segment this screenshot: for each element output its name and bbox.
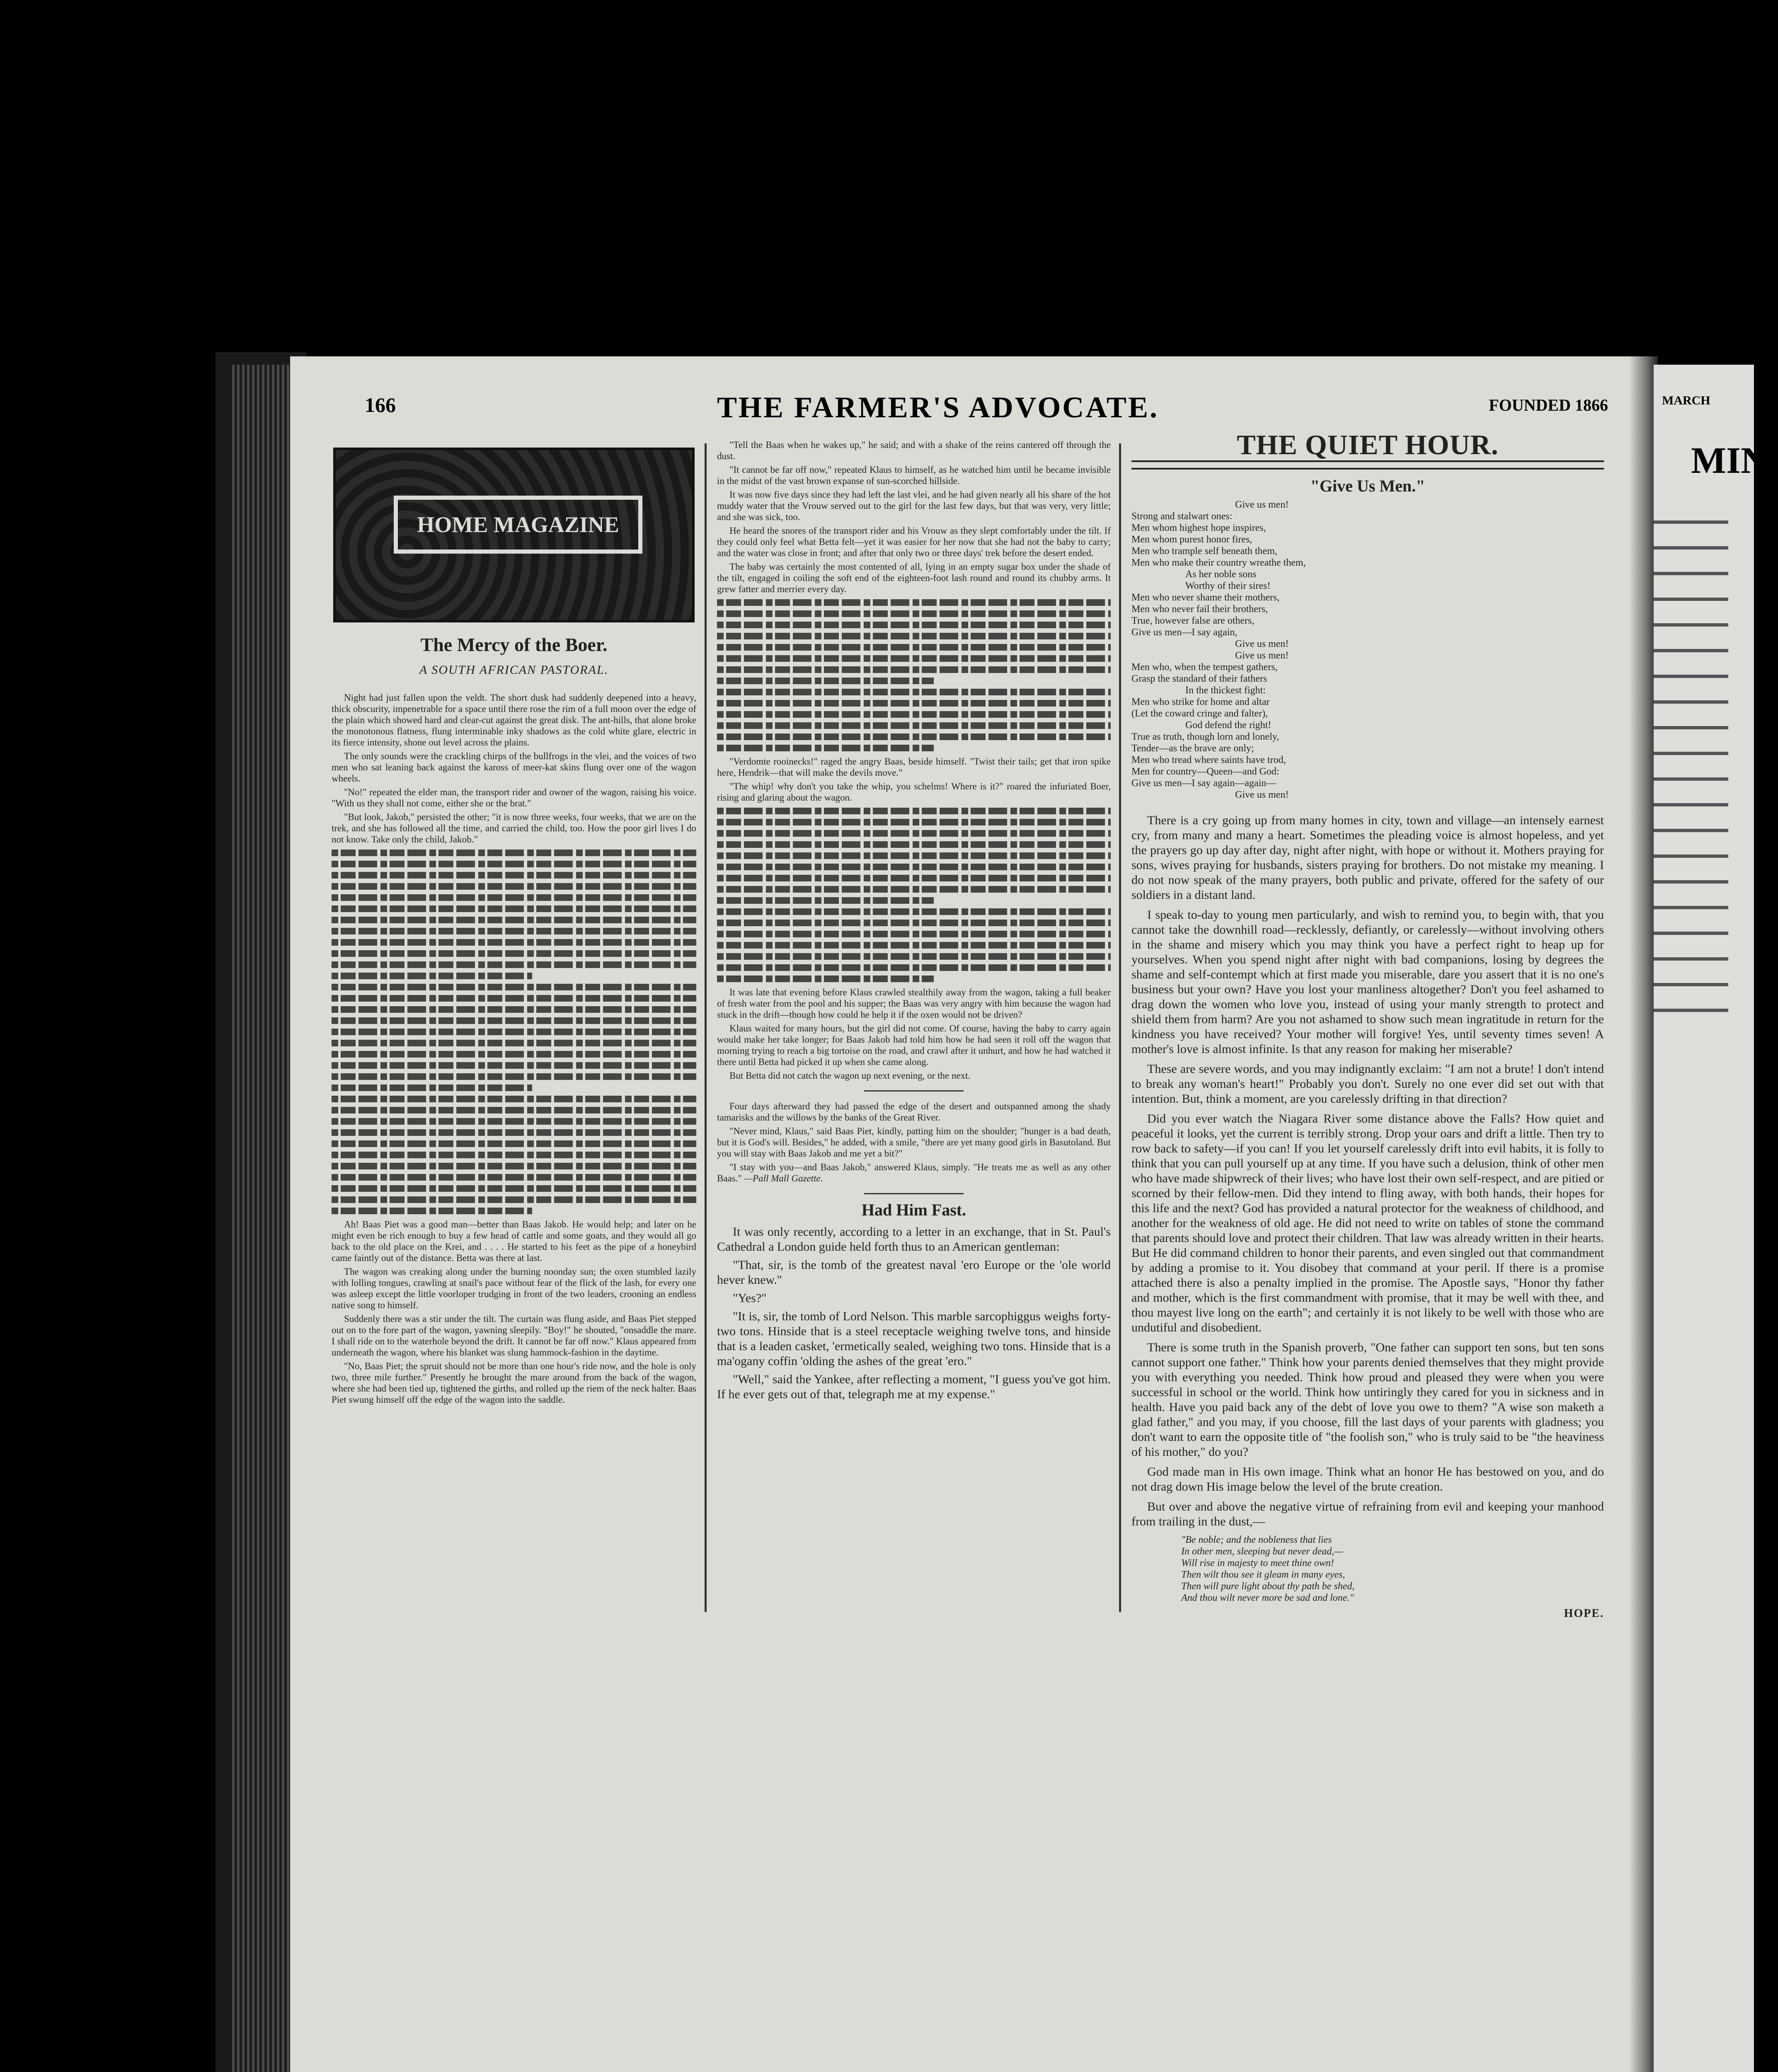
poem-line: Men whom purest honor fires, <box>1131 534 1252 545</box>
poem-line: Men who strike for home and altar <box>1131 697 1270 707</box>
quote-text: "I stay with you—and Baas Jakob," answered Klaus, simply. "He treats me as well as any other Baas." <box>717 1162 1111 1184</box>
paragraph: God made man in His own image. Think what an honor He has bestowed on you, and do not drag down His image below the level of the brute creation. <box>1131 1465 1604 1493</box>
poem-line: Give us men—I say again—again— <box>1131 778 1277 789</box>
poem-line: Give us men! <box>1235 650 1289 661</box>
title-rule <box>1131 460 1604 470</box>
column-rule <box>1119 443 1121 1612</box>
paragraph: He heard the snores of the transport rider and his Vrouw as they slept comfortably under the tilt. If they could only feel what Betta felt—yet it was easier for her now that she had not the baby to carry; and the water was close in front; and after that only two or three days' trek before the desert ended. <box>717 525 1111 558</box>
quiet-hour-title: THE QUIET HOUR. <box>1237 429 1499 460</box>
paragraph: "Tell the Baas when he wakes up," he said; and with a shake of the reins cantered off through the dust. <box>717 440 1111 461</box>
poem-line: Men who make their country wreathe them, <box>1131 557 1306 568</box>
verse-line: And thou wilt never more be sad and lone." <box>1181 1593 1354 1603</box>
paragraph: It was late that evening before Klaus crawled stealthily away from the wagon, taking a full beaker of fresh water from the pool and his supper; the Baas was very angry with him because the wagon had stuck in the drift—though how could he help it if the oxen would not be driven? <box>717 987 1111 1020</box>
verse-line: Will rise in majesty to meet thine own! <box>1181 1558 1334 1569</box>
story-subtitle: A SOUTH AFRICAN PASTORAL. <box>419 663 609 677</box>
poem-line: Give us men! <box>1235 499 1289 510</box>
page-number: 166 <box>365 393 396 416</box>
poem-line: Give us men! <box>1235 789 1289 800</box>
paragraph: It was now five days since they had left the last vlei, and he had given nearly all his share of the hot muddy water that the Vrouw served out to the girl for the last few days, but that was very, very little; and she was sick, too. <box>717 489 1111 522</box>
paragraph: But Betta did not catch the wagon up next evening, or the next. <box>729 1070 971 1081</box>
paragraph: "Well," said the Yankee, after reflecting a moment, "I guess you've got him. If he ever gets out of that, telegraph me at my expense." <box>717 1372 1111 1401</box>
source-credit: —Pall Mall Gazette. <box>744 1173 823 1184</box>
paragraph: It was only recently, according to a letter in an exchange, that in St. Paul's Cathedral a London guide held forth thus to an American gentleman: <box>717 1225 1111 1254</box>
poem-line: Worthy of their sires! <box>1185 581 1271 591</box>
paragraph: Night had just fallen upon the veldt. The short dusk had suddenly deepened into a heavy, thick obscurity, impenetrable for a space until there rose the rim of a full moon over the edge of the plain which showed hard and clear-cut against the great disk. The ant-hills, that alone broke the monotonous flatness, flung interminable inky shadows as the cold white glare, electric in its fierce intensity, shone out level across the plains. <box>332 692 696 748</box>
newspaper-page <box>290 356 1658 2072</box>
poem-line: Men who never fail their brothers, <box>1131 604 1268 615</box>
paragraph: Suddenly there was a stir under the tilt. The curtain was flung aside, and Baas Piet stepped out on to the fore part of the wagon, yawning sleepily. "Boy!" he shouted, "onsaddle the mare. I shall ride on to the waterhole beyond the drift. It cannot be far off now." Klaus appeared from underneath the wagon, where his blanket was slung hammock-fashion in the daytime. <box>332 1314 696 1358</box>
running-head <box>365 393 1608 426</box>
poem-line: As her noble sons <box>1185 569 1257 580</box>
paragraph: "It is, sir, the tomb of Lord Nelson. This marble sarcophiggus weighs forty-two tons. Hinside that is a steel receptacle weighing twelve tons, and hinside that is a leaden casket, 'ermetically sealed, weighing two tons. Hinside that is a ma'ogany coffin 'olding the ashes of the great 'ero." <box>717 1310 1111 1368</box>
poem-title: "Give Us Men." <box>1310 477 1425 495</box>
had-him-fast-title: Had Him Fast. <box>861 1201 967 1219</box>
verse-line: In other men, sleeping but never dead,— <box>1181 1546 1343 1557</box>
column-1 <box>332 439 696 1408</box>
poem-line: True as truth, though lorn and lonely, <box>1131 731 1279 742</box>
section-divider <box>864 1090 964 1092</box>
poem-line: Men who never shame their mothers, <box>1131 592 1280 603</box>
poem <box>1131 499 1604 801</box>
paragraph: The only sounds were the crackling chirps of the bullfrogs in the vlei, and the voices of two men who sat leaning back against the kaross of meer-kat skins flung over one of the wagon wheels. <box>332 751 696 784</box>
facing-page-edge <box>1654 365 1768 2072</box>
column-rule <box>705 443 707 1612</box>
paragraph: "The whip! why don't you take the whip, you schelms! Where is it?" roared the infuriated Boer, rising and glaring about the wagon. <box>717 781 1111 803</box>
verse-line: Then will pure light about thy path be shed, <box>1181 1581 1355 1592</box>
illegible-text-block <box>332 850 696 1214</box>
paragraph: But over and above the negative virtue of refraining from evil and keeping your manhood from trailing in the dust,— <box>1131 1500 1604 1528</box>
poem-line: Men whom highest hope inspires, <box>1131 523 1266 533</box>
poem-line: Give us men—I say again, <box>1131 627 1238 638</box>
paragraph: The baby was certainly the most contented of all, lying in an empty sugar box under the shade of the tilt, engaged in coiling the soft end of the eighteen-foot lash round and round its chubby arms. It grew fatter and merrier every day. <box>717 562 1111 594</box>
closing-verse <box>1131 1534 1604 1604</box>
paragraph: Ah! Baas Piet was a good man—better than Baas Jakob. He would help; and later on he might even be rich enough to buy a few head of cattle and some goats, and they would all go back to the old place on the Krei, and . . . . He started to his feet as the pipe of a honeybird came faintly out of the distance. Betta was there at last. <box>332 1219 696 1263</box>
poem-line: Grasp the standard of their fathers <box>1131 673 1267 684</box>
poem-line: Strong and stalwart ones: <box>1131 511 1233 522</box>
had-him-fast-body <box>717 1225 1111 1402</box>
poem-line: (Let the coward cringe and falter), <box>1131 708 1268 719</box>
paragraph: "It cannot be far off now," repeated Klaus to himself, as he watched him until he became invisible in the midst of the vast brown expanse of sun-scorched hillside. <box>717 465 1111 486</box>
banner-title: HOME MAGAZINE <box>394 496 642 554</box>
facing-page-heading: MIN <box>1691 440 1768 481</box>
paragraph <box>717 1162 1111 1184</box>
column-2 <box>717 439 1111 1405</box>
paragraph: Klaus waited for many hours, but the girl did not come. Of course, having the baby to carry again would make her take longer; for Baas Jakob had told him how he had seen it roll off the wagon that morning trying to reach a big tortoise on the road, and crawl after it unhurt, and how he had watched it there until Betta had picked it up when she came along. <box>717 1023 1111 1067</box>
poem-line: Give us men! <box>1235 639 1289 649</box>
paragraph: "But look, Jakob," persisted the other; "it is now three weeks, four weeks, that we are on the trek, and she has followed all the time, and carried the child, too. How the poor girl lives I do not know. Take only the child, Jakob." <box>332 812 696 845</box>
masthead: THE FARMER'S ADVOCATE. <box>717 391 1159 424</box>
paragraph: "No, Baas Piet; the spruit should not be more than one hour's ride now, and the hole is only two, three mile further." Presently he brought the mare around from the back of the wagon, where she had been tied up, tightened the girths, and rolled up the riem of the neck halter. Baas Piet swung himself off the edge of the wagon into the saddle. <box>332 1361 696 1405</box>
paragraph: "Verdomte rooinecks!" raged the angry Baas, beside himself. "Twist their tails; get that iron spike here, Hendrik—that will make the devils move." <box>717 756 1111 778</box>
verse-line: "Be noble; and the nobleness that lies <box>1181 1535 1332 1545</box>
poem-line: God defend the right! <box>1185 720 1272 731</box>
facing-page-header: MARCH <box>1662 394 1710 407</box>
story-title: The Mercy of the Boer. <box>420 634 608 655</box>
facing-page-text <box>1654 501 1778 1015</box>
poem-line: Men for country—Queen—and God: <box>1131 766 1279 777</box>
quiet-hour-body <box>1131 813 1604 1529</box>
paragraph: These are severe words, and you may indignantly exclaim: "I am not a brute! I don't intend to break any woman's heart!" Probably you don't. Surely no one ever did set out with that intention. But, think a moment, are you carelessly drifting in that direction? <box>1131 1062 1604 1106</box>
founded-date: FOUNDED 1866 <box>1489 396 1608 414</box>
paragraph: "Never mind, Klaus," said Baas Piet, kindly, patting him on the shoulder; "hunger is a bad death, but it is God's will. Besides," he added, with a smile, "there are yet many good girls in Basutoland. But you will stay with Baas Jakob and me yet a bit?" <box>717 1126 1111 1159</box>
section-divider <box>864 1193 964 1194</box>
poem-line: True, however false are others, <box>1131 615 1255 626</box>
paragraph: There is a cry going up from many homes in city, town and village—an intensely earnest cry, from many and many a heart. Sometimes the pleading voice is almost hopeless, and yet the prayers go up day after day, night after night, with hope or without it. Mothers praying for sons, wives praying for husbands, sisters praying for brothers. Do not mistake my meaning. I do not now speak of the many prayers, both public and private, offered for the safety of our soldiers in a distant land. <box>1131 813 1604 902</box>
illegible-text-block <box>717 808 1111 982</box>
poem-line: Men who tread where saints have trod, <box>1131 755 1286 765</box>
verse-line: Then wilt thou see it gleam in many eyes, <box>1181 1569 1345 1580</box>
paragraph: The wagon was creaking along under the burning noonday sun; the oxen stumbled lazily with lolling tongues, crawling at snail's pace without fear of the flick of the lash, for every one was asleep except the little voorloper trudging in front of the two leaders, crooning an endless native song to himself. <box>332 1266 696 1310</box>
poem-line: In the thickest fight: <box>1185 685 1266 696</box>
paragraph: "That, sir, is the tomb of the greatest naval 'ero Europe or the 'ole world hever knew." <box>717 1258 1111 1287</box>
signature: HOPE. <box>1564 1607 1604 1620</box>
paragraph: Four days afterward they had passed the edge of the desert and outspanned among the shady tamarisks and the willows by the banks of the Great River. <box>717 1101 1111 1123</box>
poem-line: Tender—as the brave are only; <box>1131 743 1254 754</box>
paragraph: "Yes?" <box>733 1291 767 1305</box>
paragraph: I speak to-day to young men particularly, and wish to remind you, to begin with, that you cannot take the downhill road—recklessly, defiantly, or carelessly—without involving others in the shame and misery which you may think you have a perfect right to heap up for yourselves. When you spend night after night with bad companions, losing by degrees the shame and self-contempt which at first made you miserable, dare you assert that it is no one's business but your own? Have you lost your manliness altogether? Don't you feel ashamed to drag down the women who love you, instead of using your manly strength to protect and shield them from harm? Are you not ashamed to show such mean ingratitude in return for the kindness you have received? Your mother will forgive! Yes, until seventy times seven! A mother's love is almost infinite. Is that any reason for making her miserable? <box>1131 908 1604 1056</box>
home-magazine-banner <box>333 448 695 622</box>
illegible-text-block <box>717 599 1111 751</box>
paragraph: "No!" repeated the elder man, the transport rider and owner of the wagon, raising his voice. "With us they shall not come, either she or the brat." <box>332 787 696 808</box>
column-3 <box>1131 429 1604 1620</box>
poem-line: Men who trample self beneath them, <box>1131 546 1277 557</box>
paragraph: There is some truth in the Spanish proverb, "One father can support ten sons, but ten sons cannot support one father." Think how your parents denied themselves that they might provide you with everything you needed. Think how proud and pleased they were when you were successful in school or the world. Think how untiringly they cared for you in sickness and in health. Have you paid back any of the debt of love you owe to them? "A wise son maketh a glad father," and you may, if you choose, fill the last days of your parents with gladness; you don't want to earn the opposite title of "the foolish son," who is truly said to be "the heaviness of his mother," do you? <box>1131 1341 1604 1459</box>
poem-line: Men who, when the tempest gathers, <box>1131 662 1278 673</box>
paragraph: Did you ever watch the Niagara River some distance above the Falls? How quiet and peaceful it looks, yet the current is terribly strong. Drop your oars and drift a little. Then try to row back to safety—if you can! If you let yourself carelessly drift into evil habits, it is folly to think that you can pull yourself up at any time. If you have such a delusion, think of other men who have made shipwreck of their lives; who have lost their own self-respect, and are pitied or scorned by their fellow-men. Did they intend to fling away, with both hands, their hopes for this life and the next? God has provided a natural protector for the weakness of childhood, and another for the weakness of old age. He did not need to write on tables of stone the command that parents should love and protect their children. That law was already written in their hearts. But He did command children to honor their parents, and even singled out that commandment by adding a promise to it. You disobey that command at your peril. If there is a promise attached there is also a penalty implied in the promise. The Apostle says, "Honor thy father and mother, which is the first commandment with promise, that it may be well with thee, and thou mayest live long on the earth"; and certainly it is not likely to be well with those who are undutiful and disobedient. <box>1131 1112 1604 1334</box>
